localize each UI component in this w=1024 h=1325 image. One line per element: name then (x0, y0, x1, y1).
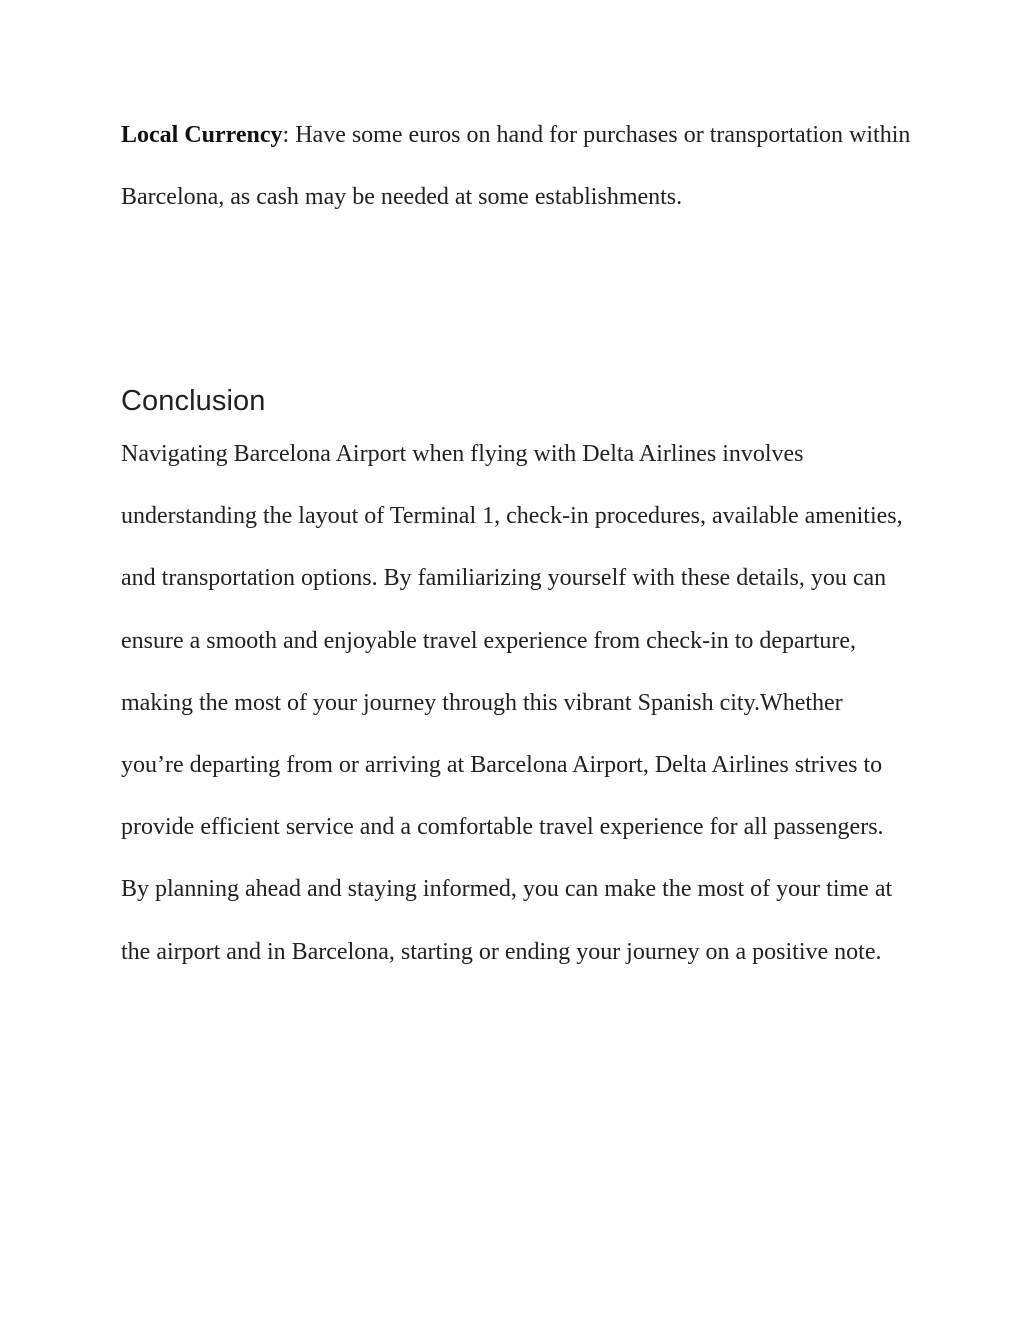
local-currency-text: Have some euros on hand for purchases or transportation within Barcelona, as cash may be needed at some establishments. (121, 122, 911, 211)
local-currency-paragraph (121, 104, 911, 228)
local-currency-separator: : (282, 122, 296, 148)
conclusion-heading: Conclusion (121, 385, 266, 417)
conclusion-paragraph: Navigating Barcelona Airport when flying with Delta Airlines involves understanding the layout of Terminal 1, check-in procedures, available amenities, and transportation options. By familiarizing yourself with these details, you can ensure a smooth and enjoyable travel experience from check-in to departure, making the most of your journey through this vibrant Spanish city.Whether you’re departing from or arriving at Barcelona Airport, Delta Airlines strives to provide efficient service and a comfortable travel experience for all passengers. By planning ahead and staying informed, you can make the most of your time at the airport and in Barcelona, starting or ending your journey on a positive note. (121, 441, 903, 965)
local-currency-label: Local Currency (121, 122, 283, 148)
